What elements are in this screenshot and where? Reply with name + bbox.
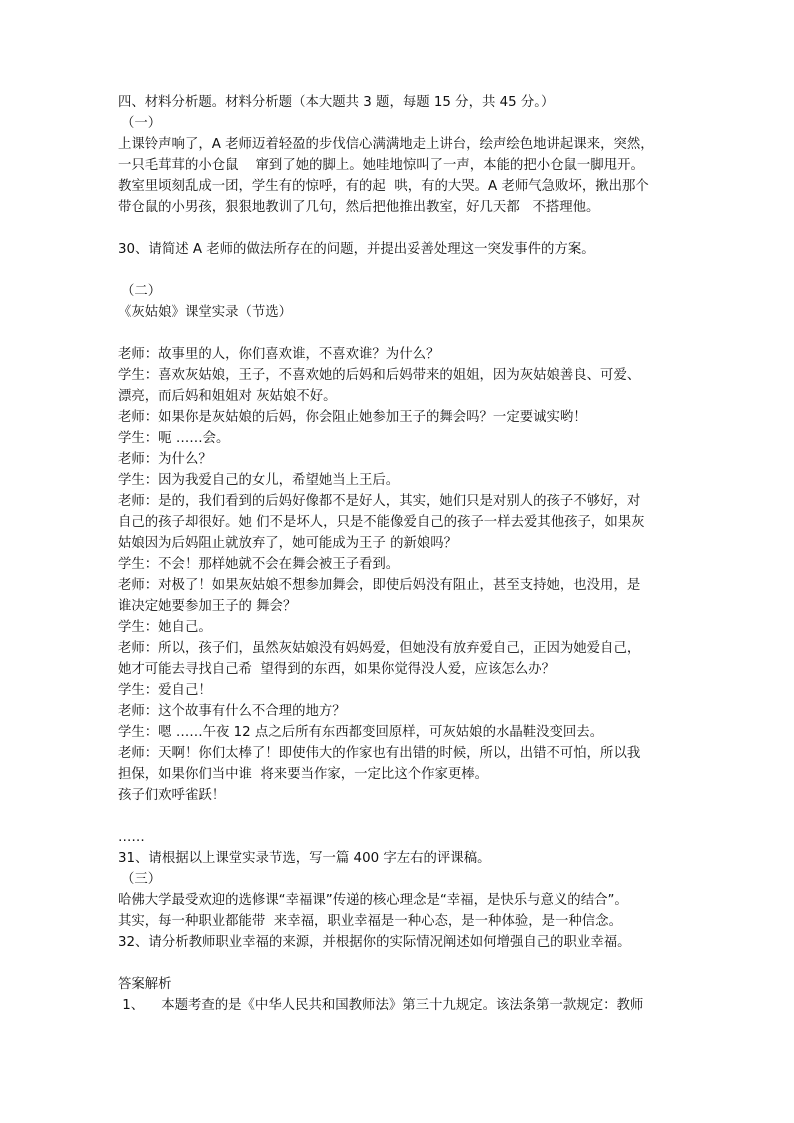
dialogue-line: 她才可能去寻找自己希 望得到的东西，如果你觉得没人爱，应该怎么办？	[118, 662, 556, 677]
dialogue-line: 学生：嗯 ……午夜 12 点之后所有东西都变回原样，可灰姑娘的水晶鞋没变回去。	[118, 725, 604, 740]
ellipsis: ……	[118, 830, 145, 845]
dialogue-line: 学生：因为我爱自己的女儿，希望她当上王后。	[118, 473, 400, 488]
case3-line: 其实，每一种职业都能带 来幸福，职业幸福是一种心态，是一种体验，是一种信念。	[118, 914, 622, 929]
case2-title: 《灰姑娘》课堂实录（节选）	[118, 305, 293, 320]
dialogue-line: 谁决定她要参加王子的 舞会？	[118, 599, 297, 614]
question-32: 32、请分析教师职业幸福的来源，并根据你的实际情况阐述如何增强自己的职业幸福。	[118, 935, 631, 950]
dialogue-line: 老师：为什么？	[118, 452, 212, 467]
dialogue-line: 漂亮，而后妈和姐姐对 灰姑娘不好。	[118, 389, 337, 404]
case-label-2: （二）	[121, 284, 162, 299]
case-label-3: （三）	[121, 872, 162, 887]
case1-line: 带仓鼠的小男孩，狠狠地教训了几句，然后把他推出教室，好几天都 不搭理他。	[118, 200, 600, 215]
dialogue-line: 学生：爱自己！	[118, 683, 212, 698]
dialogue-line: 姑娘因为后妈阻止就放弃了，她可能成为王子 的新娘吗？	[118, 536, 458, 551]
dialogue-line: 担保，如果你们当中谁 将来要当作家，一定比这个作家更棒。	[118, 767, 489, 782]
question-31: 31、请根据以上课堂实录节选，写一篇 400 字左右的评课稿。	[118, 851, 491, 866]
answer-1: 1、 本题考查的是《中华人民共和国教师法》第三十九规定。该法条第一款规定：教师	[118, 998, 644, 1013]
question-30: 30、请简述 A 老师的做法所存在的问题，并提出妥善处理这一突发事件的方案。	[118, 242, 595, 257]
dialogue-line: 孩子们欢呼雀跃！	[118, 788, 226, 803]
section-heading: 四、材料分析题。材料分析题（本大题共 3 题，每题 15 分，共 45 分。）	[118, 95, 555, 110]
case3-line: 哈佛大学最受欢迎的选修课“幸福课”传递的核心理念是“幸福，是快乐与意义的结合”。	[118, 893, 628, 908]
dialogue-line: 学生：不会！那样她就不会在舞会被王子看到。	[118, 557, 400, 572]
dialogue-line: 学生：喜欢灰姑娘，王子，不喜欢她的后妈和后妈带来的姐姐，因为灰姑娘善良、可爱、	[118, 368, 641, 383]
case-label-1: （一）	[121, 116, 162, 131]
case1-line: 一只毛茸茸的小仓鼠 窜到了她的脚上。她哇地惊叫了一声，本能的把小仓鼠一脚甩开。	[118, 158, 644, 173]
dialogue-line: 老师：是的，我们看到的后妈好像都不是好人，其实，她们只是对别人的孩子不够好，对	[118, 494, 641, 509]
dialogue-line: 老师：故事里的人，你们喜欢谁，不喜欢谁？为什么？	[118, 347, 440, 362]
dialogue-line: 老师：所以，孩子们，虽然灰姑娘没有妈妈爱，但她没有放弃爱自己，正因为她爱自己，	[118, 641, 641, 656]
dialogue-line: 老师：如果你是灰姑娘的后妈，你会阻止她参加王子的舞会吗？一定要诚实哟！	[118, 410, 587, 425]
document-page	[118, 92, 678, 1016]
dialogue-line: 学生：呃 ……会。	[118, 431, 230, 446]
case1-line: 教室里顷刻乱成一团，学生有的惊呼，有的起 哄，有的大哭。A 老师气急败坏，揪出那个	[118, 179, 649, 194]
dialogue-line: 学生：她自己。	[118, 620, 212, 635]
dialogue-line: 老师：天啊！你们太棒了！即使伟大的作家也有出错的时候，所以，出错不可怕，所以我	[118, 746, 641, 761]
dialogue-line: 自己的孩子却很好。她 们不是坏人，只是不能像爱自己的孩子一样去爱其他孩子，如果灰	[118, 515, 645, 530]
dialogue-line: 老师：对极了！如果灰姑娘不想参加舞会，即使后妈没有阻止，甚至支持她，也没用，是	[118, 578, 641, 593]
case1-line: 上课铃声响了，A 老师迈着轻盈的步伐信心满满地走上讲台，绘声绘色地讲起课来，突然，	[118, 137, 654, 152]
dialogue-line: 老师：这个故事有什么不合理的地方？	[118, 704, 346, 719]
answers-heading: 答案解析	[118, 977, 172, 992]
